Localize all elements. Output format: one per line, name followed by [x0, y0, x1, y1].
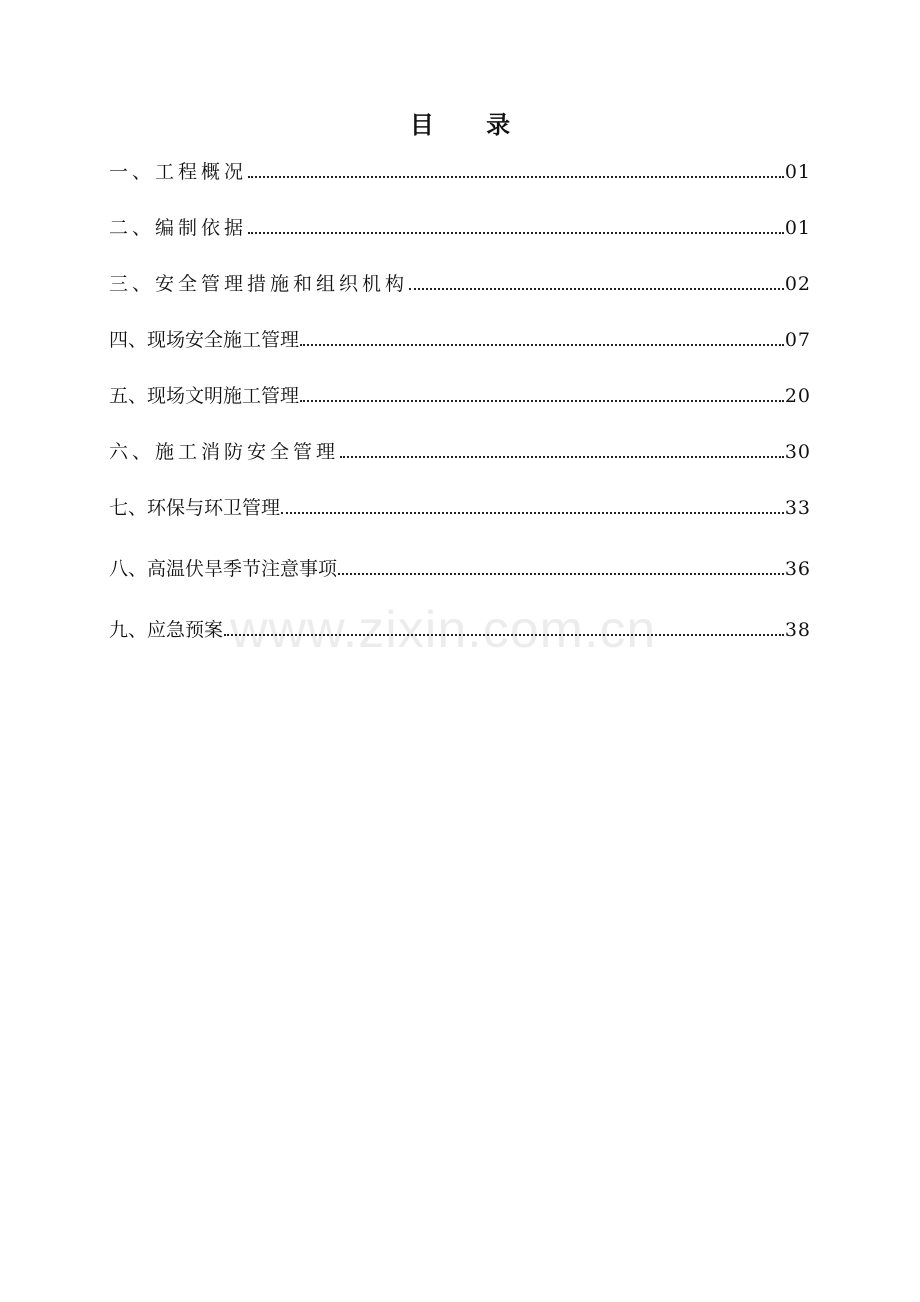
toc-entry-page: 07: [784, 329, 811, 351]
toc-leader: [281, 512, 784, 514]
toc-entry-label: 八、高温伏旱季节注意事项: [109, 558, 338, 580]
toc-entry-page: 01: [784, 161, 811, 183]
toc-entry-label: 三、安全管理措施和组织机构: [109, 273, 409, 295]
toc-leader: [340, 456, 784, 458]
toc-entry-label: 七、环保与环卫管理: [109, 497, 281, 519]
toc-leader: [300, 400, 784, 402]
watermark: www.zixin.com.cn: [230, 601, 657, 659]
toc-entry-label: 四、现场安全施工管理: [109, 329, 300, 351]
toc-entry-label: 二、编制依据: [109, 217, 248, 239]
toc-entry[interactable]: [109, 326, 811, 354]
toc-leader: [338, 573, 784, 575]
toc-entry[interactable]: [109, 158, 811, 186]
toc-entry[interactable]: [109, 270, 811, 298]
toc-entry-label: 九、应急预案: [109, 619, 224, 641]
toc-entry-page: 30: [784, 441, 811, 463]
toc-entry[interactable]: [109, 382, 811, 410]
toc-entry[interactable]: [109, 555, 811, 583]
toc-entry-page: 33: [784, 497, 811, 519]
toc-entry-page: 02: [784, 273, 811, 295]
page-title: 目 录: [409, 110, 533, 139]
toc-leader: [224, 634, 784, 636]
toc-entry-page: 01: [784, 217, 811, 239]
toc-leader: [248, 176, 784, 178]
toc-entry[interactable]: [109, 438, 811, 466]
toc-entry[interactable]: [109, 214, 811, 242]
toc-entry-label: 五、现场文明施工管理: [109, 385, 300, 407]
toc-leader: [248, 232, 784, 234]
toc-entry[interactable]: [109, 494, 811, 522]
toc-entry[interactable]: [109, 616, 811, 644]
toc-entry-page: 20: [784, 385, 811, 407]
toc-entry-label: 一、工程概况: [109, 161, 248, 183]
toc-leader: [409, 288, 784, 290]
toc-entry-page: 36: [784, 558, 811, 580]
toc-entry-label: 六、施工消防安全管理: [109, 441, 340, 463]
toc-leader: [300, 344, 784, 346]
toc-entry-page: 38: [784, 619, 811, 641]
